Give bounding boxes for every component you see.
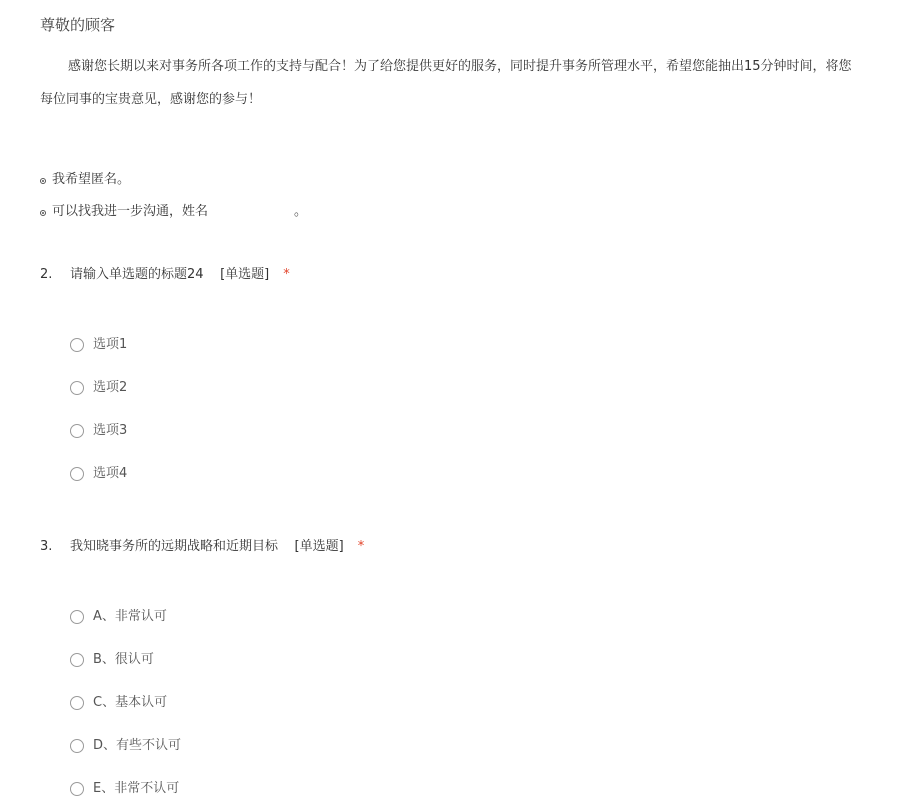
option-label: 选项2: [93, 380, 128, 395]
radio-circle-icon[interactable]: [70, 467, 84, 481]
question-3-option-d[interactable]: [70, 737, 181, 755]
radio-circle-icon[interactable]: [70, 653, 84, 667]
option-label: E、非常不认可: [93, 781, 180, 796]
question-2-option-2[interactable]: [70, 379, 127, 397]
option-label: 选项1: [93, 337, 128, 352]
option-label: D、有些不认可: [93, 738, 182, 753]
contact-option-label: 可以找我进一步沟通，姓名: [52, 204, 209, 219]
contact-option-suffix: 。: [294, 204, 308, 219]
survey-intro-line-2: 每位同事的宝贵意见，感谢您的参与！: [40, 92, 262, 107]
option-label: B、很认可: [93, 652, 154, 667]
option-label: 选项3: [93, 423, 128, 438]
question-2-type: [单选题]: [220, 267, 270, 282]
question-2-option-1[interactable]: [70, 336, 127, 354]
radio-circle-icon[interactable]: [70, 782, 84, 796]
question-3-required-star: *: [357, 539, 365, 554]
question-2-option-4[interactable]: [70, 465, 127, 483]
contact-radio[interactable]: [40, 210, 46, 216]
question-3-option-e[interactable]: [70, 780, 179, 798]
question-3-title-text: 我知晓事务所的远期战略和近期目标: [70, 539, 279, 554]
question-3-option-b[interactable]: [70, 651, 154, 669]
question-2-option-3[interactable]: [70, 422, 127, 440]
radio-circle-icon[interactable]: [70, 381, 84, 395]
option-label: 选项4: [93, 466, 128, 481]
question-2-title-text: 请输入单选题的标题24: [70, 267, 204, 282]
question-3-option-a[interactable]: [70, 608, 167, 626]
survey-greeting: 尊敬的顾客: [40, 16, 116, 34]
question-2-title: [70, 266, 290, 284]
question-3-type: [单选题]: [294, 539, 344, 554]
option-label: A、非常认可: [93, 609, 167, 624]
radio-circle-icon[interactable]: [70, 696, 84, 710]
option-label: C、基本认可: [93, 695, 168, 710]
radio-circle-icon[interactable]: [70, 338, 84, 352]
anonymous-radio[interactable]: [40, 178, 46, 184]
anonymous-option[interactable]: [40, 171, 130, 189]
question-3-number: 3.: [40, 539, 53, 554]
question-2-required-star: *: [283, 267, 290, 282]
question-2-number: 2.: [40, 267, 53, 282]
radio-circle-icon[interactable]: [70, 424, 84, 438]
contact-option[interactable]: [40, 203, 307, 221]
question-3-option-c[interactable]: [70, 694, 167, 712]
survey-intro-line-1: 感谢您长期以来对事务所各项工作的支持与配合！为了给您提供更好的服务，同时提升事务所管理水平，希望您能抽出15分钟时间，将您: [68, 59, 852, 74]
anonymous-option-label: 我希望匿名。: [52, 172, 131, 187]
question-3-title: [70, 538, 364, 556]
radio-circle-icon[interactable]: [70, 739, 84, 753]
radio-circle-icon[interactable]: [70, 610, 84, 624]
